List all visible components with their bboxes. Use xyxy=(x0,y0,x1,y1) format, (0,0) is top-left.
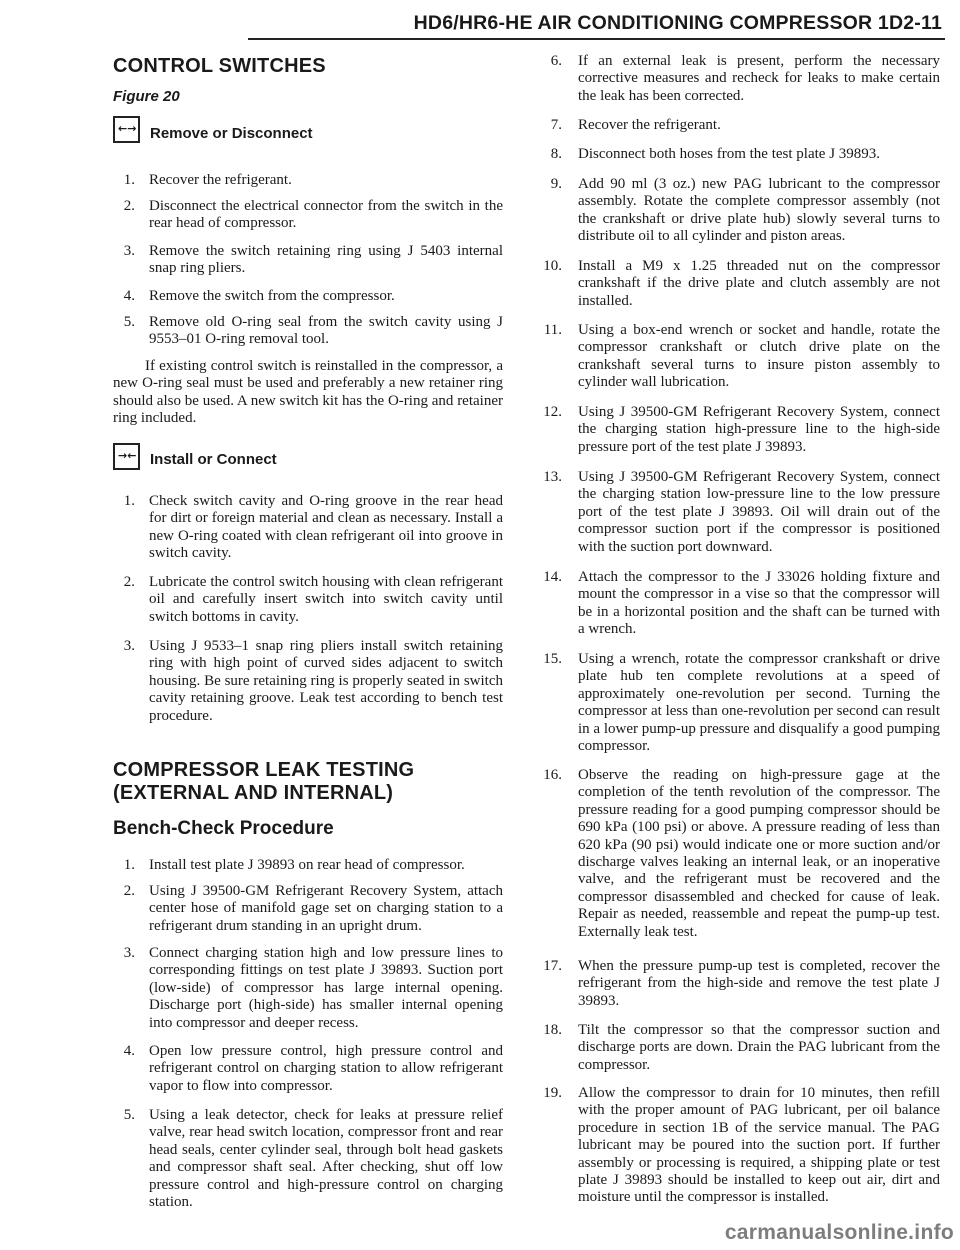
step-text: Install test plate J 39893 on rear head of compressor. xyxy=(149,857,465,873)
step-text: Attach the compressor to the J 33026 holding fixture and mount the compressor in a vise so that the compressor will be in a horizontal position and the shaft can be turned with a wrench. xyxy=(578,569,940,638)
step-text: Remove old O-ring seal from the switch cavity using J 9553–01 O-ring removal tool. xyxy=(149,314,503,348)
step-number: 7. xyxy=(550,117,562,133)
step-number: 1. xyxy=(123,493,135,509)
step-text: Tilt the compressor so that the compressor suction and discharge ports are down. Drain the PAG lubricant from the compressor. xyxy=(578,1022,940,1073)
step-number: 3. xyxy=(123,638,135,654)
page-header xyxy=(0,0,960,34)
remove-disconnect-icon: ←→ xyxy=(113,116,140,143)
step-number: 3. xyxy=(123,243,135,259)
page-title: HD6/HR6-HE AIR CONDITIONING COMPRESSOR 1D2-11 xyxy=(413,12,942,34)
step-text: Install a M9 x 1.25 threaded nut on the compressor crankshaft if the drive plate and clutch assembly are not installed. xyxy=(578,258,940,309)
step-number: 6. xyxy=(550,53,562,69)
step-number: 16. xyxy=(543,767,562,783)
step-text: Observe the reading on high-pressure gage at the completion of the tenth revolution of the compressor. The pressure reading for a good pumping compressor should be 690 kPa (100 psi) or above. A pressure reading of less than 620 kPa (90 psi) would indicate one or more suction and/or discharge valves leaking an internal leak, or an inoperative valve, and the refrigerant must be recovered and the compressor disassembled and checked for cause of leak. Repair as needed, reassemble and repeat the pump-up test. Externally leak test. xyxy=(578,767,940,940)
step-text: When the pressure pump-up test is completed, recover the refrigerant from the high-side and remove the test plate J 39893. xyxy=(578,958,940,1009)
subtitle-bench-check: Bench-Check Procedure xyxy=(113,818,334,839)
step-number: 13. xyxy=(543,469,562,485)
step-text: Recover the refrigerant. xyxy=(149,172,292,188)
header-rule xyxy=(248,38,945,40)
step-number: 8. xyxy=(550,146,562,162)
section-title-leak-testing-line2: (EXTERNAL AND INTERNAL) xyxy=(113,782,394,804)
step-number: 1. xyxy=(123,172,135,188)
step-text: Using a leak detector, check for leaks at pressure relief valve, rear head switch location, compressor front and rear head seals, center cylinder seal, through bolt head gaskets and compressor shaft seal. After checking, shut off low pressure control and high-pressure control on charging station. xyxy=(149,1107,503,1211)
step-number: 15. xyxy=(543,651,562,667)
step-text: Using a wrench, rotate the compressor crankshaft or drive plate hub ten complete revolutions at a speed of approximately one-revolution per second. Turning the compressor at less than one-revolution per second can result in a lower pump-up pressure and disqualify a good pumping compressor. xyxy=(578,651,941,755)
step-number: 14. xyxy=(543,569,562,585)
step-text: Recover the refrigerant. xyxy=(578,117,721,133)
step-number: 12. xyxy=(543,404,562,420)
step-number: 19. xyxy=(543,1085,562,1101)
step-text: Allow the compressor to drain for 10 minutes, then refill with the proper amount of PAG lubricant, per oil balance procedure in section 1B of the service manual. The PAG lubricant may be poured into the suction port. If further assembly or processing is required, a shipping plate or test plate J 39893 should be installed to keep out air, dirt and moisture until the compressor is installed. xyxy=(578,1085,940,1206)
step-number: 4. xyxy=(123,1043,135,1059)
step-number: 5. xyxy=(123,314,135,330)
step-number: 2. xyxy=(123,198,135,214)
remove-disconnect-label: Remove or Disconnect xyxy=(150,125,313,142)
step-text: Disconnect the electrical connector from the switch in the rear head of compressor. xyxy=(149,198,503,232)
step-text: Using a box-end wrench or socket and handle, rotate the compressor crankshaft or clutch drive plate on the crankshaft several turns to insure piston assembly to cylinder wall lubrication. xyxy=(578,322,940,391)
step-number: 5. xyxy=(123,1107,135,1123)
figure-reference: Figure 20 xyxy=(113,88,180,105)
step-number: 1. xyxy=(123,857,135,873)
step-text: Remove the switch from the compressor. xyxy=(149,288,395,304)
step-text: Using J 39500-GM Refrigerant Recovery System, connect the charging station high-pressure line to the high-side pressure port of the test plate J 39893. xyxy=(578,404,940,455)
step-text: Add 90 ml (3 oz.) new PAG lubricant to the compressor assembly. Rotate the complete compressor assembly (not the crankshaft or drive plate hub) slowly several turns to distribute oil to all cylinder and piston areas. xyxy=(578,176,940,245)
step-text: Open low pressure control, high pressure control and refrigerant control on charging station to allow refrigerant vapor to flow into compressor. xyxy=(149,1043,503,1094)
step-text: Remove the switch retaining ring using J 5403 internal snap ring pliers. xyxy=(149,243,503,277)
watermark: carmanualsonline.info xyxy=(724,1221,954,1244)
section-title-leak-testing-line1: COMPRESSOR LEAK TESTING xyxy=(113,759,415,781)
step-number: 17. xyxy=(543,958,562,974)
step-number: 9. xyxy=(550,176,562,192)
step-text: Connect charging station high and low pressure lines to corresponding fittings on test plate J 39893. Suction port (low-side) of compressor has large internal opening. Discharge port (high-side) has smaller internal opening into compressor and deeper recess. xyxy=(149,945,503,1031)
step-number: 18. xyxy=(543,1022,562,1038)
step-text: Using J 39500-GM Refrigerant Recovery System, attach center hose of manifold gage set on charging station to a refrigerant drum standing in an upright drum. xyxy=(149,883,503,934)
step-text: If an external leak is present, perform the necessary corrective measures and recheck for leaks to make certain the leak has been corrected. xyxy=(578,53,940,104)
step-number: 11. xyxy=(543,322,562,338)
step-number: 2. xyxy=(123,883,135,899)
step-number: 3. xyxy=(123,945,135,961)
section-title-control-switches: CONTROL SWITCHES xyxy=(113,55,326,77)
step-text: Using J 39500-GM Refrigerant Recovery System, connect the charging station low-pressure line to the low pressure port of the test plate J 39893. Oil will drain out of the compressor suction port if the compressor is positioned with the suction port downward. xyxy=(578,469,940,555)
step-text: Disconnect both hoses from the test plate J 39893. xyxy=(578,146,881,162)
step-number: 2. xyxy=(123,574,135,590)
step-number: 4. xyxy=(123,288,135,304)
install-connect-label: Install or Connect xyxy=(150,451,277,468)
install-connect-icon: →← xyxy=(113,443,140,470)
step-text: Using J 9533–1 snap ring pliers install switch retaining ring with high point of curved sides adjacent to switch housing. Be sure retaining ring is properly seated in switch cavity retaining groove. Leak test according to bench test procedure. xyxy=(149,638,503,724)
step-text: Check switch cavity and O-ring groove in the rear head for dirt or foreign material and clean as necessary. Install a new O-ring coated with clean refrigerant oil into groove in switch cavity. xyxy=(149,493,503,562)
note-paragraph: If existing control switch is reinstalled in the compressor, a new O-ring seal must be used and preferably a new retainer ring should also be used. A new switch kit has the O-ring and retainer ring included. xyxy=(113,358,503,427)
step-number: 10. xyxy=(543,258,562,274)
step-text: Lubricate the control switch housing with clean refrigerant oil and carefully insert switch into switch cavity until switch bottoms in cavity. xyxy=(149,574,503,625)
